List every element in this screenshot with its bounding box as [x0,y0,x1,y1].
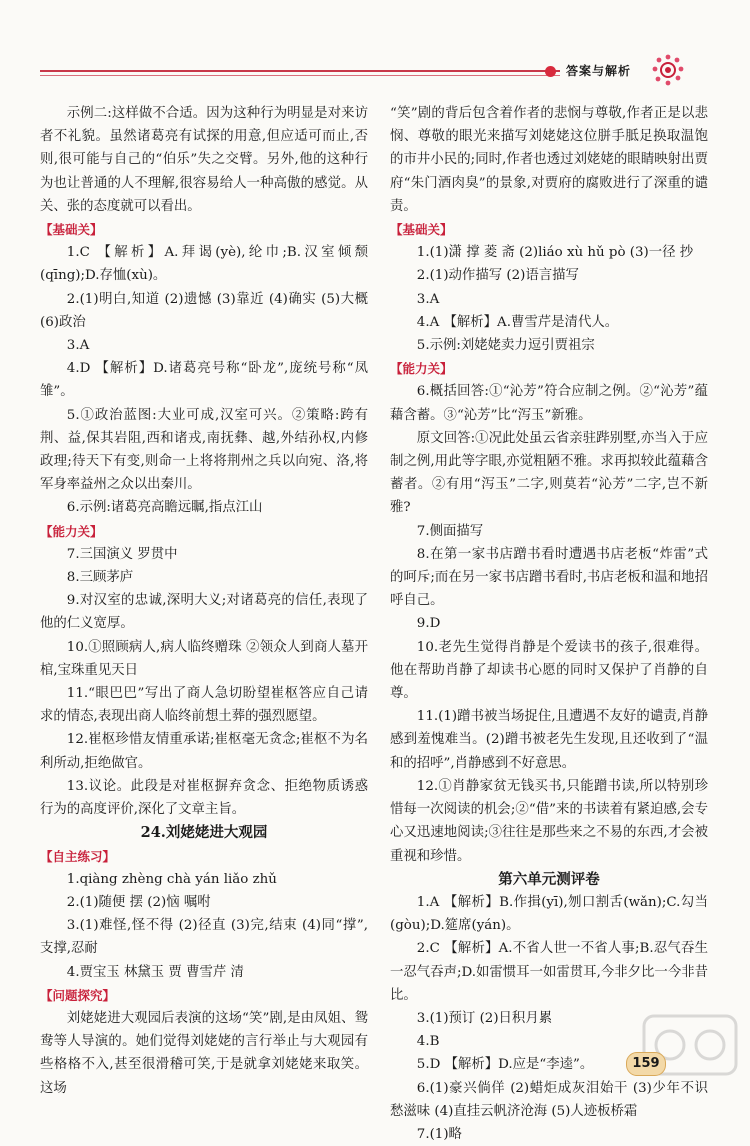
answer-paragraph: 2.C 【解析】A.不省人世一不省人事;B.忍气吞生一忍气吞声;D.如雷惯耳一如雷贯耳,今非夕比一今非昔比。 [390,941,708,1003]
answer-paragraph: 11.(1)蹭书被当场捉住,且遭遇不友好的谴责,肖静感到羞愧难当。(2)蹭书被老先生发现,且还收到了“温和的招呼”,肖静感到不好意思。 [390,709,708,771]
answer-paragraph: 11.“眼巴巴”写出了商人急切盼望崔枢答应自己请求的情态,表现出商人临终前想土葬的强烈愿望。 [40,686,368,725]
answer-paragraph: 12.①肖静家贫无钱买书,只能蹭书读,所以特别珍惜每一次阅读的机会;②“借”来的书读着有紧迫感,会专心又迅速地阅读;③往往是那些来之不易的东西,才会被重视和珍惜。 [390,778,708,864]
answer-paragraph: 4.A 【解析】A.曹雪芹是清代人。 [416,314,619,330]
answer-paragraph: 2.(1)动作描写 (2)语言描写 [416,268,579,284]
answer-paragraph: “笑”剧的背后包含着作者的悲悯与尊敬,作者正是以悲悯、尊敬的眼光来描写刘姥姥这位胼手胝足换取温饱的市井小民的;同时,作者也透过刘姥姥的眼睛映射出贾府“朱门酒肉臭”的景象,对贾府的腐败进行了深重的谴责。 [390,106,708,214]
answer-paragraph: 8.三顾茅庐 [66,570,134,586]
answer-paragraph: 7.(1)略 [416,1126,462,1142]
header-rule-thin [40,75,560,76]
answer-paragraph: 1.qiàng zhèng chà yán liǎo zhǔ [66,871,277,887]
right-column [390,102,708,1146]
answer-paragraph: 7.侧面描写 [416,523,484,539]
section-label: 【能力关】 [40,523,103,539]
answer-paragraph: 12.崔枢珍惜友情重承诺;崔枢毫无贪念;崔枢不为名利所动,拒绝做官。 [40,732,368,771]
answer-paragraph: 5.D 【解析】D.应是“李逵”。 [416,1057,594,1073]
section-label: 【自主练习】 [40,848,116,864]
answer-paragraph: 7.三国演义 罗贯中 [66,546,178,562]
answer-paragraph: 5.①政治蓝图:大业可成,汉室可兴。②策略:跨有荆、益,保其岩阻,西和诸戎,南抚彝、越,外结孙权,内修政理;待天下有变,则命一上将将荆州之兵以向宛、洛,将军身率益州之众以出秦川。 [40,407,368,493]
answer-paragraph: 9.对汉室的忠诚,深明大义;对诸葛亮的信任,表现了他的仁义宽厚。 [40,593,368,632]
page-header [40,52,730,98]
left-column [40,102,368,1100]
answer-paragraph: 6.概括回答:①“沁芳”符合应制之例。②“沁芳”蕴藉含蓄。③“沁芳”比“泻玉”新雅。 [390,384,708,423]
answer-paragraph: 5.示例:刘姥姥卖力逗引贾祖宗 [416,338,595,354]
answer-paragraph: 4.B [416,1034,440,1050]
answer-paragraph: 10.①照顾病人,病人临终赠珠 ②领众人到商人墓开棺,宝珠重见天日 [40,639,368,678]
answer-paragraph: 4.D 【解析】D.诸葛亮号称“卧龙”,庞统号称“凤雏”。 [40,361,368,400]
answer-paragraph: 1.(1)潇 撑 菱 斋 (2)liáo xù hǔ pò (3)一径 抄 [416,245,694,261]
header-title: 答案与解析 [566,64,632,78]
header-dot-icon [545,66,556,77]
chapter-heading: 第六单元测评卷 [498,870,600,888]
answer-paragraph: 3.A [66,338,90,354]
answer-paragraph: 1.A 【解析】B.作揖(yī),刎口割舌(wǎn);C.勾当(gòu);D.筵席(yán)。 [390,894,708,934]
header-rule [40,70,560,72]
answer-paragraph: 9.D [416,616,441,632]
section-label: 【能力关】 [390,361,453,377]
page-number: 159 [626,1052,666,1076]
flower-logo-icon [650,52,686,88]
answer-paragraph: 10.老先生觉得肖静是个爱读书的孩子,很难得。他在帮助肖静了却读书心愿的同时又保护了肖静的自尊。 [390,639,708,702]
answer-paragraph: 4.贾宝玉 林黛玉 贾 曹雪芹 清 [66,964,244,980]
answer-paragraph: 6.示例:诸葛亮高瞻远瞩,指点江山 [66,500,263,516]
answer-paragraph: 原文回答:①况此处虽云省亲驻跸别墅,亦当入于应制之例,用此等字眼,亦觉粗陋不雅。求再拟较此蕴藉含蓄者。②有用“泻玉”二字,则莫若“沁芳”二字,岂不新雅? [390,430,708,516]
answer-paragraph: 8.在第一家书店蹭书看时遭遇书店老板“炸雷”式的呵斥;而在另一家书店蹭书看时,书店老板和温和地招呼自己。 [390,546,708,609]
section-label: 【基础关】 [40,222,103,238]
answer-paragraph: 3.A [416,291,440,307]
answer-paragraph: 刘姥姥进大观园后表演的这场“笑”剧,是由凤姐、鸳鸯等人导演的。她们觉得刘姥姥的言行举止与大观园有些格格不入,甚至很滑稽可笑,于是就拿刘姥姥来取笑。这场 [40,1010,368,1096]
answer-paragraph: 13.议论。此段是对崔枢摒弃贪念、拒绝物质诱惑行为的高度评价,深化了文章主旨。 [40,778,368,818]
answer-paragraph: 6.(1)豪兴倘佯 (2)蜡炬成灰泪始干 (3)少年不识愁滋味 (4)直挂云帆济沧海 (5)人迹板桥霜 [390,1080,708,1119]
answer-paragraph: 3.(1)难怪,怪不得 (2)径直 (3)完,结束 (4)同“撑”,支撑,忍耐 [40,918,368,957]
answer-paragraph: 示例二:这样做不合适。因为这种行为明显是对来访者不礼貌。虽然诸葛亮有试探的用意,但应适可而止,否则,很可能与自己的“伯乐”失之交臂。另外,他的这种行为也让普通的人不理解,很容易给人一种高傲的感觉。从关、张的态度就可以看出。 [40,106,368,214]
chapter-heading: 24.刘姥姥进大观园 [140,824,268,842]
answer-paragraph: 3.(1)预订 (2)日积月累 [416,1010,553,1026]
answer-paragraph: 2.(1)明白,知道 (2)遗憾 (3)靠近 (4)确实 (5)大概 (6)政治 [40,291,368,330]
section-label: 【问题探究】 [40,987,116,1003]
answer-paragraph: 1.C 【解析】A.拜谒(yè),纶巾;B.汉室倾颓(qīng);D.存恤(xù)。 [40,245,368,284]
section-label: 【基础关】 [390,222,453,238]
answer-paragraph: 2.(1)随便 摆 (2)恼 嘱咐 [66,894,211,910]
